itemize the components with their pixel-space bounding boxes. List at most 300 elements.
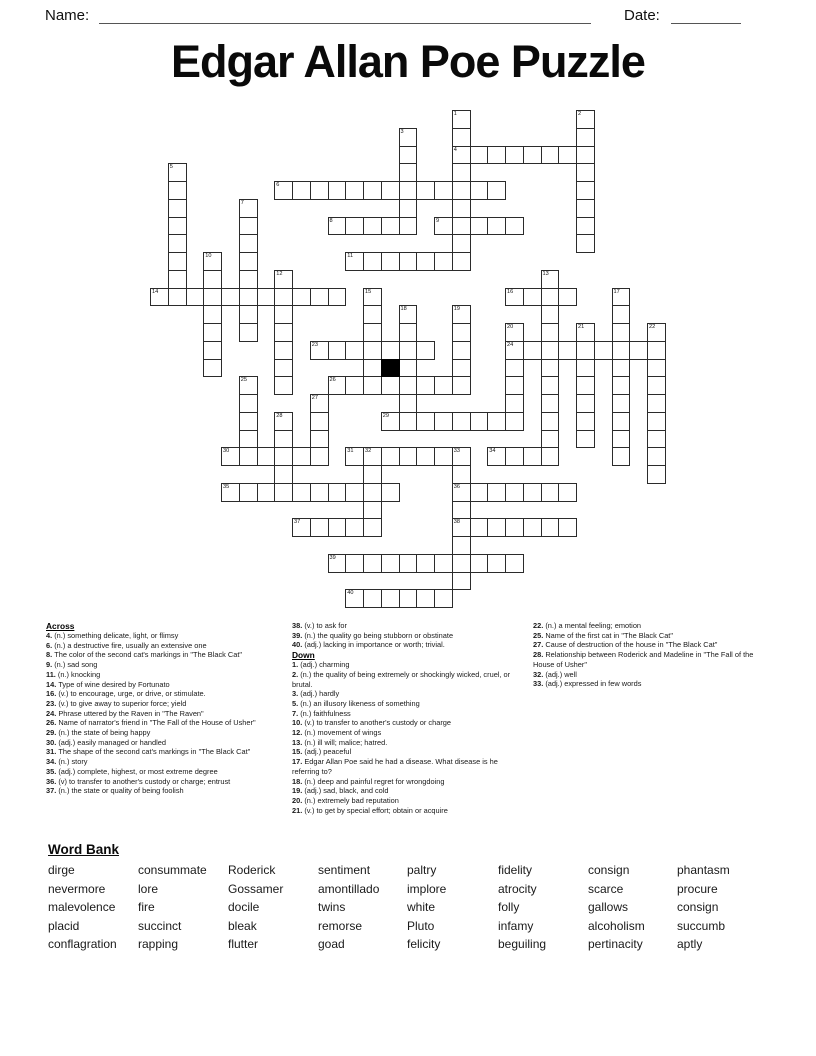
grid-cell[interactable] (345, 518, 364, 537)
grid-cell[interactable] (274, 430, 293, 449)
grid-cell[interactable] (186, 288, 205, 307)
grid-cell[interactable] (345, 252, 364, 271)
clue-number: 6. (46, 640, 55, 650)
grid-cell[interactable] (576, 323, 595, 342)
grid-cell[interactable] (505, 376, 524, 395)
grid-cell[interactable] (239, 376, 258, 395)
grid-cell[interactable] (612, 412, 631, 431)
grid-cell[interactable] (168, 252, 187, 271)
grid-cell[interactable] (310, 394, 329, 413)
grid-cell[interactable] (274, 341, 293, 360)
cell-number: 8 (329, 217, 333, 224)
word-bank-word: Gossamer (228, 881, 284, 896)
grid-cell[interactable] (452, 234, 471, 253)
grid-cell[interactable] (505, 288, 524, 307)
grid-cell[interactable] (399, 412, 418, 431)
grid-cell[interactable] (452, 483, 471, 502)
grid-cell[interactable] (487, 554, 506, 573)
grid-cell[interactable] (274, 181, 293, 200)
grid-cell[interactable] (541, 483, 560, 502)
grid-cell[interactable] (345, 447, 364, 466)
grid-cell[interactable] (647, 465, 666, 484)
grid-cell[interactable] (523, 447, 542, 466)
clue-down-2: 2. (n.) the quality of being extremely or shockingly wicked, cruel, or brutal. (292, 669, 511, 689)
grid-cell[interactable] (452, 128, 471, 147)
grid-cell[interactable] (470, 146, 489, 165)
grid-cell[interactable] (452, 536, 471, 555)
grid-cell[interactable] (452, 146, 471, 165)
grid-cell[interactable] (168, 270, 187, 289)
grid-cell[interactable] (612, 376, 631, 395)
clue-down-13: 13. (n.) ill will; malice; hatred. (292, 737, 388, 747)
grid-cell[interactable] (363, 323, 382, 342)
grid-cell[interactable] (452, 447, 471, 466)
grid-cell[interactable] (612, 305, 631, 324)
grid-cell[interactable] (274, 270, 293, 289)
grid-cell[interactable] (381, 447, 400, 466)
grid-cell[interactable] (452, 341, 471, 360)
grid-cell[interactable] (452, 376, 471, 395)
grid-cell[interactable] (363, 217, 382, 236)
grid-cell[interactable] (647, 341, 666, 360)
grid-cell[interactable] (470, 483, 489, 502)
grid-cell[interactable] (239, 252, 258, 271)
clue-down-12: 12. (n.) movement of wings (292, 728, 382, 738)
grid-cell[interactable] (612, 359, 631, 378)
grid-cell[interactable] (505, 359, 524, 378)
grid-cell[interactable] (399, 181, 418, 200)
grid-cell[interactable] (541, 341, 560, 360)
grid-cell[interactable] (363, 554, 382, 573)
grid-cell[interactable] (239, 323, 258, 342)
grid-cell[interactable] (452, 252, 471, 271)
grid-cell[interactable] (399, 376, 418, 395)
grid-cell[interactable] (328, 518, 347, 537)
clue-down-18: 18. (n.) deep and painful regret for wrongdoing (292, 776, 445, 786)
grid-cell[interactable] (399, 589, 418, 608)
page-title: Edgar Allan Poe Puzzle (171, 36, 645, 87)
grid-cell[interactable] (647, 430, 666, 449)
clue-number: 5. (292, 698, 301, 708)
grid-cell[interactable] (363, 465, 382, 484)
grid-cell[interactable] (541, 288, 560, 307)
grid-cell[interactable] (328, 483, 347, 502)
grid-cell[interactable] (257, 447, 276, 466)
grid-cell[interactable] (487, 412, 506, 431)
grid-cell[interactable] (487, 181, 506, 200)
grid-cell[interactable] (328, 554, 347, 573)
grid-cell[interactable] (381, 181, 400, 200)
grid-cell[interactable] (221, 447, 240, 466)
grid-cell[interactable] (470, 412, 489, 431)
grid-cell[interactable] (328, 217, 347, 236)
grid-cell[interactable] (328, 288, 347, 307)
grid-cell[interactable] (292, 181, 311, 200)
grid-cell[interactable] (292, 483, 311, 502)
cell-number: 20 (507, 324, 514, 330)
grid-cell[interactable] (541, 270, 560, 289)
grid-cell[interactable] (612, 430, 631, 449)
grid-cell[interactable] (523, 483, 542, 502)
grid-cell[interactable] (203, 341, 222, 360)
grid-cell[interactable] (274, 288, 293, 307)
grid-cell[interactable] (505, 323, 524, 342)
grid-cell[interactable] (381, 589, 400, 608)
grid-cell[interactable] (274, 359, 293, 378)
grid-cell[interactable] (452, 465, 471, 484)
grid-cell[interactable] (523, 146, 542, 165)
grid-cell[interactable] (345, 589, 364, 608)
grid-cell[interactable] (452, 305, 471, 324)
grid-cell[interactable] (576, 430, 595, 449)
grid-cell[interactable] (523, 518, 542, 537)
grid-cell[interactable] (239, 483, 258, 502)
grid-cell[interactable] (541, 518, 560, 537)
clue-number: 21. (292, 805, 305, 815)
grid-cell[interactable] (416, 589, 435, 608)
grid-cell[interactable] (239, 288, 258, 307)
word-bank-word: succinct (138, 918, 182, 933)
grid-cell[interactable] (541, 394, 560, 413)
grid-cell[interactable] (399, 323, 418, 342)
grid-cell[interactable] (505, 394, 524, 413)
grid-cell[interactable] (452, 217, 471, 236)
grid-cell[interactable] (416, 252, 435, 271)
grid-cell[interactable] (274, 412, 293, 431)
grid-cell[interactable] (576, 341, 595, 360)
grid-cell[interactable] (434, 554, 453, 573)
grid-cell[interactable] (381, 412, 400, 431)
grid-cell[interactable] (505, 447, 524, 466)
grid-cell[interactable] (274, 305, 293, 324)
grid-cell[interactable] (239, 447, 258, 466)
grid-cell[interactable] (541, 146, 560, 165)
grid-cell[interactable] (647, 412, 666, 431)
grid-cell[interactable] (363, 447, 382, 466)
cell-number: 34 (489, 448, 496, 455)
grid-cell[interactable] (399, 217, 418, 236)
grid-cell[interactable] (505, 341, 524, 360)
grid-cell[interactable] (203, 252, 222, 271)
grid-cell[interactable] (612, 394, 631, 413)
grid-cell[interactable] (452, 199, 471, 218)
grid-cell[interactable] (487, 217, 506, 236)
grid-cell[interactable] (452, 181, 471, 200)
grid-cell[interactable] (310, 412, 329, 431)
grid-cell[interactable] (274, 376, 293, 395)
word-bank-word: gallows (588, 900, 629, 915)
grid-cell[interactable] (239, 430, 258, 449)
clue-number: 29. (46, 728, 59, 738)
grid-cell[interactable] (363, 376, 382, 395)
grid-cell[interactable] (221, 288, 240, 307)
grid-cell[interactable] (416, 181, 435, 200)
grid-cell[interactable] (203, 323, 222, 342)
grid-cell[interactable] (292, 447, 311, 466)
grid-cell[interactable] (576, 128, 595, 147)
grid-cell[interactable] (487, 447, 506, 466)
grid-cell[interactable] (434, 181, 453, 200)
grid-cell[interactable] (221, 483, 240, 502)
grid-cell[interactable] (434, 447, 453, 466)
grid-cell[interactable] (363, 518, 382, 537)
cell-number: 21 (578, 324, 585, 330)
grid-cell[interactable] (541, 305, 560, 324)
grid-cell[interactable] (576, 146, 595, 165)
cell-number: 4 (453, 146, 457, 153)
grid-cell[interactable] (399, 252, 418, 271)
grid-cell[interactable] (239, 217, 258, 236)
grid-cell[interactable] (434, 412, 453, 431)
grid-cell[interactable] (399, 146, 418, 165)
grid-cell[interactable] (647, 447, 666, 466)
grid-cell[interactable] (452, 572, 471, 591)
word-bank-word: scarce (588, 881, 624, 896)
grid-cell[interactable] (150, 288, 169, 307)
grid-cell[interactable] (310, 483, 329, 502)
grid-cell[interactable] (576, 376, 595, 395)
grid-cell[interactable] (647, 376, 666, 395)
grid-cell[interactable] (310, 430, 329, 449)
grid-cell[interactable] (541, 412, 560, 431)
grid-cell[interactable] (487, 483, 506, 502)
grid-cell[interactable] (612, 323, 631, 342)
clue-down-32: 32. (adj.) well (533, 669, 577, 679)
clue-across-36: 36. (v) to transfer to another's custody or charge; entrust (46, 776, 231, 786)
grid-cell[interactable] (274, 465, 293, 484)
grid-cell[interactable] (416, 341, 435, 360)
grid-cell[interactable] (505, 518, 524, 537)
clue-number: 37. (46, 786, 59, 796)
grid-cell[interactable] (399, 359, 418, 378)
grid-cell[interactable] (399, 341, 418, 360)
cell-number: 11 (347, 253, 354, 259)
word-bank-word: dirge (48, 863, 75, 877)
grid-cell[interactable] (345, 376, 364, 395)
word-bank-word: twins (318, 900, 346, 915)
grid-cell[interactable] (505, 146, 524, 165)
grid-cell[interactable] (505, 483, 524, 502)
grid-cell[interactable] (629, 341, 648, 360)
cell-number: 9 (436, 217, 440, 224)
grid-cell[interactable] (505, 217, 524, 236)
grid-cell[interactable] (416, 412, 435, 431)
grid-cell[interactable] (434, 252, 453, 271)
grid-cell[interactable] (452, 323, 471, 342)
grid-cell[interactable] (399, 199, 418, 218)
grid-cell[interactable] (239, 305, 258, 324)
grid-cell[interactable] (292, 518, 311, 537)
grid-cell[interactable] (558, 341, 577, 360)
grid-cell[interactable] (381, 217, 400, 236)
grid-cell[interactable] (452, 110, 471, 129)
grid-cell[interactable] (310, 341, 329, 360)
grid-cell[interactable] (203, 359, 222, 378)
grid-cell[interactable] (345, 483, 364, 502)
grid-cell[interactable] (257, 483, 276, 502)
grid-cell[interactable] (470, 181, 489, 200)
grid-cell[interactable] (203, 288, 222, 307)
grid-cell[interactable] (381, 341, 400, 360)
grid-cell[interactable] (363, 288, 382, 307)
grid-cell[interactable] (310, 181, 329, 200)
grid-cell[interactable] (274, 447, 293, 466)
grid-cell[interactable] (434, 217, 453, 236)
grid-cell[interactable] (399, 554, 418, 573)
grid-cell[interactable] (168, 234, 187, 253)
grid-cell[interactable] (310, 447, 329, 466)
grid-cell[interactable] (576, 110, 595, 129)
grid-cell[interactable] (239, 199, 258, 218)
grid-cell[interactable] (647, 394, 666, 413)
grid-cell[interactable] (345, 341, 364, 360)
grid-cell[interactable] (399, 128, 418, 147)
grid-cell[interactable] (399, 447, 418, 466)
grid-cell[interactable] (381, 252, 400, 271)
grid-cell[interactable] (576, 181, 595, 200)
grid-cell[interactable] (381, 554, 400, 573)
grid-cell[interactable] (505, 554, 524, 573)
grid-cell[interactable] (541, 376, 560, 395)
grid-cell[interactable] (363, 483, 382, 502)
grid-cell[interactable] (541, 447, 560, 466)
grid-cell[interactable] (576, 412, 595, 431)
grid-cell[interactable] (505, 412, 524, 431)
grid-cell[interactable] (328, 376, 347, 395)
grid-cell[interactable] (434, 589, 453, 608)
grid-cell[interactable] (647, 359, 666, 378)
grid-cell[interactable] (239, 394, 258, 413)
grid-cell[interactable] (274, 483, 293, 502)
grid-cell[interactable] (594, 341, 613, 360)
clue-number: 12. (292, 728, 305, 738)
grid-cell[interactable] (292, 288, 311, 307)
grid-cell[interactable] (576, 394, 595, 413)
grid-cell[interactable] (541, 323, 560, 342)
grid-cell[interactable] (363, 181, 382, 200)
grid-cell[interactable] (345, 181, 364, 200)
grid-cell[interactable] (328, 181, 347, 200)
grid-cell[interactable] (470, 518, 489, 537)
grid-cell[interactable] (576, 163, 595, 182)
grid-cell[interactable] (452, 554, 471, 573)
grid-cell[interactable] (647, 323, 666, 342)
cell-number: 17 (613, 288, 620, 295)
grid-cell[interactable] (470, 554, 489, 573)
grid-cell[interactable] (612, 447, 631, 466)
grid-cell[interactable] (203, 305, 222, 324)
grid-cell[interactable] (612, 288, 631, 307)
grid-cell[interactable] (576, 359, 595, 378)
grid-cell[interactable] (452, 359, 471, 378)
grid-cell[interactable] (168, 163, 187, 182)
date-blank-line[interactable] (671, 4, 741, 24)
grid-cell[interactable] (345, 554, 364, 573)
grid-cell[interactable] (452, 518, 471, 537)
grid-cell[interactable] (363, 252, 382, 271)
word-bank-word: folly (498, 900, 520, 915)
grid-cell[interactable] (363, 501, 382, 520)
grid-cell[interactable] (523, 341, 542, 360)
clue-down-27: 27. Cause of destruction of the house in "The Black Cat" (533, 640, 718, 650)
grid-cell[interactable] (541, 430, 560, 449)
grid-cell[interactable] (239, 412, 258, 431)
grid-cell[interactable] (363, 341, 382, 360)
grid-cell[interactable] (274, 323, 293, 342)
grid-cell[interactable] (558, 146, 577, 165)
grid-cell[interactable] (399, 394, 418, 413)
grid-cell[interactable] (239, 234, 258, 253)
grid-cell[interactable] (434, 376, 453, 395)
grid-cell[interactable] (239, 270, 258, 289)
clue-number: 4. (46, 631, 55, 640)
grid-cell[interactable] (558, 483, 577, 502)
grid-cell[interactable] (399, 305, 418, 324)
grid-cell[interactable] (381, 483, 400, 502)
grid-cell[interactable] (523, 288, 542, 307)
grid-cell[interactable] (363, 305, 382, 324)
grid-cell[interactable] (452, 163, 471, 182)
clue-number: 26. (46, 718, 59, 728)
word-bank-word: consign (588, 863, 630, 877)
grid-cell[interactable] (541, 359, 560, 378)
grid-cell[interactable] (470, 217, 489, 236)
grid-cell[interactable] (416, 447, 435, 466)
cell-number: 16 (507, 288, 514, 295)
grid-cell[interactable] (452, 412, 471, 431)
name-blank-line[interactable] (99, 4, 591, 24)
grid-cell[interactable] (168, 217, 187, 236)
grid-cell[interactable] (381, 376, 400, 395)
grid-cell[interactable] (168, 181, 187, 200)
grid-cell[interactable] (168, 288, 187, 307)
cell-number: 2 (578, 111, 582, 117)
grid-cell[interactable] (576, 217, 595, 236)
cell-number: 24 (507, 341, 514, 348)
grid-cell[interactable] (452, 501, 471, 520)
grid-cell[interactable] (363, 359, 382, 378)
grid-cell[interactable] (576, 199, 595, 218)
word-bank-word: amontillado (318, 881, 380, 896)
clue-number: 15. (292, 747, 305, 757)
grid-cell[interactable] (558, 518, 577, 537)
grid-cell[interactable] (399, 163, 418, 182)
word-bank-word: procure (677, 881, 718, 896)
grid-cell[interactable] (487, 518, 506, 537)
grid-cell[interactable] (257, 288, 276, 307)
cell-number: 40 (347, 590, 354, 597)
grid-cell[interactable] (328, 341, 347, 360)
grid-cell[interactable] (310, 288, 329, 307)
grid-cell[interactable] (203, 270, 222, 289)
word-bank-word: beguiling (498, 937, 547, 952)
grid-cell[interactable] (576, 234, 595, 253)
grid-cell[interactable] (363, 589, 382, 608)
clue-down-3: 3. (adj.) hardly (292, 689, 340, 699)
clue-number: 25. (533, 630, 546, 640)
grid-cell[interactable] (487, 146, 506, 165)
clue-across-34: 34. (n.) story (46, 757, 88, 767)
grid-cell[interactable] (345, 217, 364, 236)
word-bank-word: sentiment (318, 863, 371, 877)
grid-cell[interactable] (310, 518, 329, 537)
grid-cell[interactable] (558, 288, 577, 307)
grid-cell[interactable] (168, 199, 187, 218)
grid-cell[interactable] (612, 341, 631, 360)
cell-number: 32 (365, 448, 372, 455)
grid-cell[interactable] (416, 554, 435, 573)
grid-cell[interactable] (416, 376, 435, 395)
